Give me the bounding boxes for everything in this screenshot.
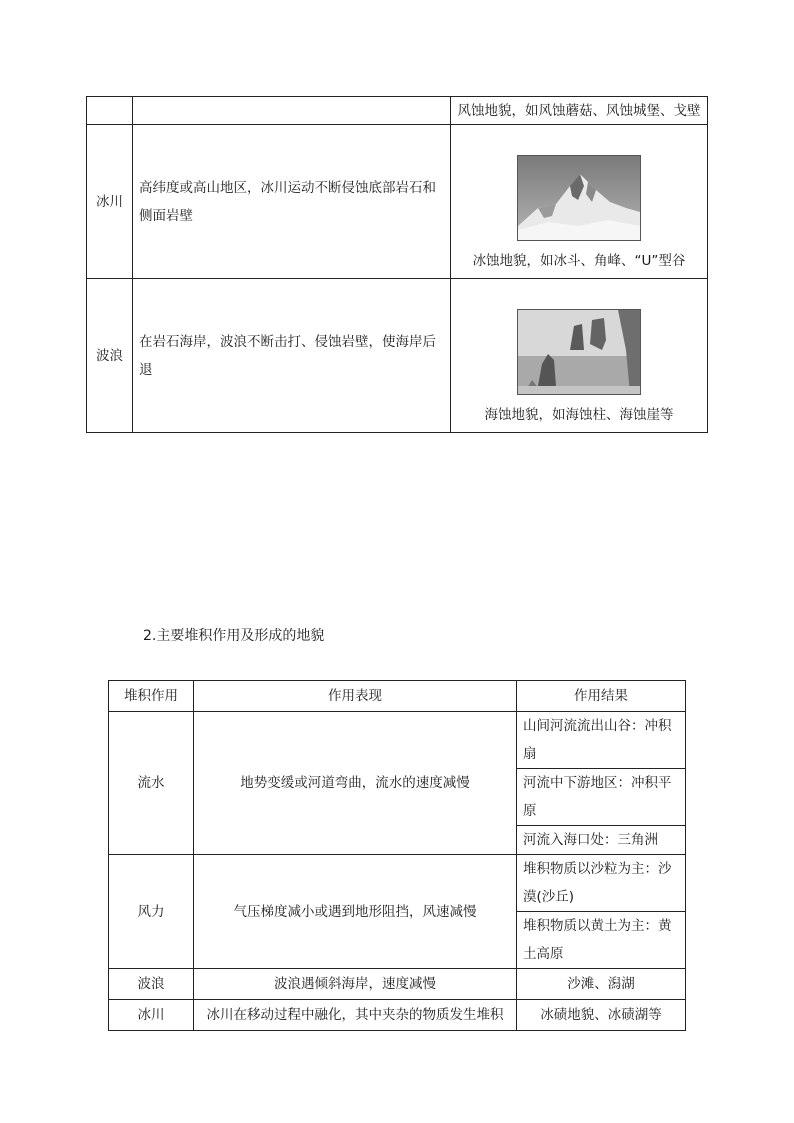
table-row bbox=[109, 712, 686, 769]
result-cell bbox=[451, 125, 708, 279]
description-cell: 在岩石海岸，波浪不断击打、侵蚀岩壁，使海岸后退 bbox=[133, 279, 451, 433]
agent-cell bbox=[87, 97, 133, 125]
agent-cell: 冰川 bbox=[87, 125, 133, 279]
result-cell bbox=[451, 279, 708, 433]
agent-cell: 风力 bbox=[109, 855, 194, 969]
result-cell: 河流中下游地区：冲积平原 bbox=[517, 769, 686, 826]
result-cell: 冰碛地貌、冰碛湖等 bbox=[517, 1000, 686, 1031]
column-header: 堆积作用 bbox=[109, 681, 194, 712]
sea-stack-photo bbox=[517, 309, 641, 395]
result-text: 海蚀地貌，如海蚀柱、海蚀崖等 bbox=[484, 407, 674, 423]
performance-cell: 地势变缓或河道弯曲，流水的速度减慢 bbox=[194, 712, 517, 855]
column-header: 作用结果 bbox=[517, 681, 686, 712]
table-row bbox=[109, 855, 686, 912]
deposition-landform-table bbox=[108, 680, 686, 1031]
table-row bbox=[87, 279, 708, 433]
glacier-mountain-photo bbox=[517, 155, 641, 241]
description-cell: 高纬度或高山地区，冰川运动不断侵蚀底部岩石和侧面岩壁 bbox=[133, 125, 451, 279]
table-row bbox=[87, 125, 708, 279]
agent-cell: 波浪 bbox=[109, 969, 194, 1000]
result-cell: 风蚀地貌，如风蚀蘑菇、风蚀城堡、戈壁 bbox=[451, 97, 708, 125]
result-cell: 堆积物质以沙粒为主：沙漠(沙丘) bbox=[517, 855, 686, 912]
agent-cell: 波浪 bbox=[87, 279, 133, 433]
table-row bbox=[87, 97, 708, 125]
erosion-landform-table bbox=[86, 96, 708, 433]
column-header: 作用表现 bbox=[194, 681, 517, 712]
table-header-row bbox=[109, 681, 686, 712]
section-heading: 2.主要堆积作用及形成的地貌 bbox=[143, 628, 325, 644]
description-cell bbox=[133, 97, 451, 125]
result-cell: 沙滩、潟湖 bbox=[517, 969, 686, 1000]
performance-cell: 气压梯度减小或遇到地形阻挡，风速减慢 bbox=[194, 855, 517, 969]
table-row bbox=[109, 1000, 686, 1031]
result-cell: 堆积物质以黄土为主：黄土高原 bbox=[517, 912, 686, 969]
performance-cell: 波浪遇倾斜海岸，速度减慢 bbox=[194, 969, 517, 1000]
performance-cell: 冰川在移动过程中融化，其中夹杂的物质发生堆积 bbox=[194, 1000, 517, 1031]
result-cell: 山间河流流出山谷：冲积扇 bbox=[517, 712, 686, 769]
agent-cell: 流水 bbox=[109, 712, 194, 855]
result-text: 冰蚀地貌，如冰斗、角峰、“U”型谷 bbox=[472, 253, 686, 269]
table-row bbox=[109, 969, 686, 1000]
result-cell: 河流入海口处：三角洲 bbox=[517, 826, 686, 855]
agent-cell: 冰川 bbox=[109, 1000, 194, 1031]
